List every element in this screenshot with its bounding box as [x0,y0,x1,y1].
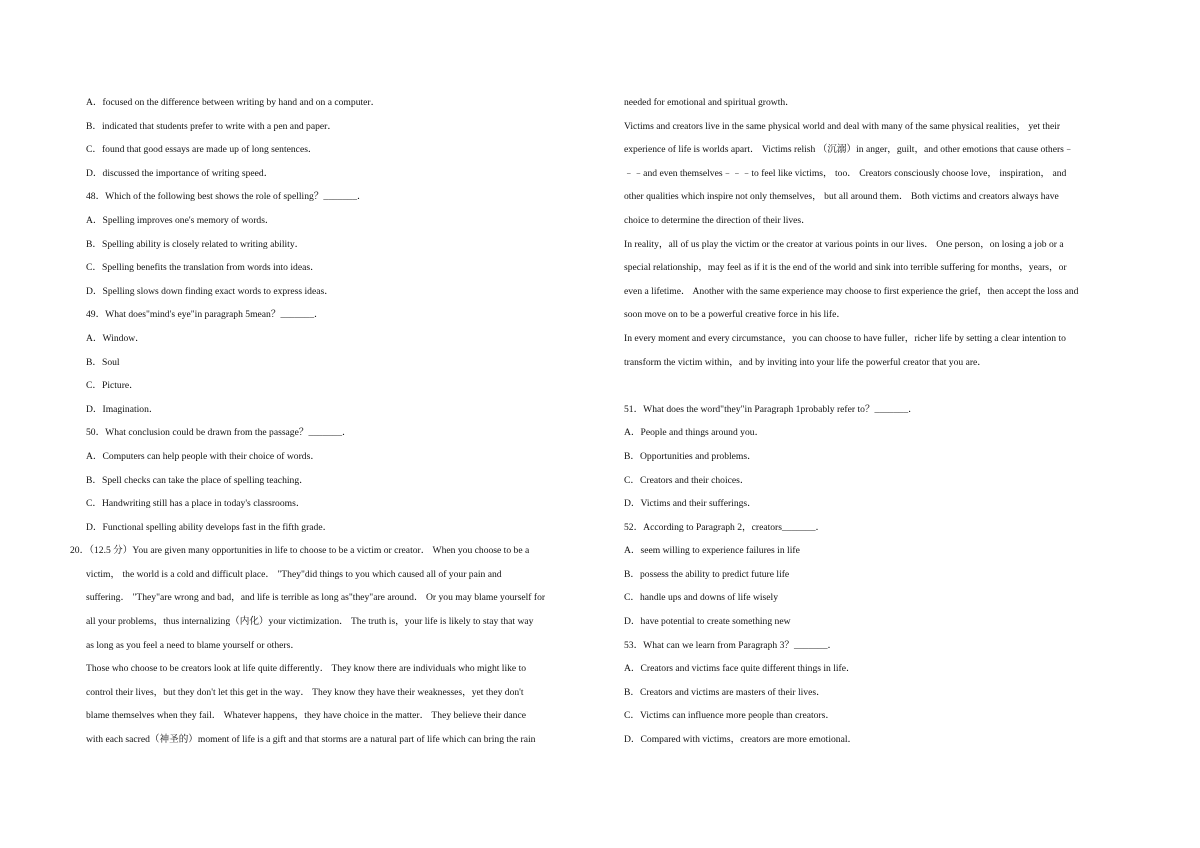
para3-line-3: ﹣﹣and even themselves﹣﹣﹣to feel like victims， too． Creators consciously choose love， inspiration， and [624,167,1067,179]
q53-option-a: A．Creators and victims face quite different things in life． [624,663,856,675]
q47-option-a: A．focused on the difference between writing by hand and on a computer． [86,97,381,108]
para4-line-4: soon move on to be a powerful creative force in his life． [624,309,846,321]
para3-line-5: choice to determine the direction of their lives． [624,214,811,226]
q53-stem: 53．What can we learn from Paragraph 3？_______． [624,639,838,651]
para2-line-2: control their lives，but they don't let this get in the way． They know they have their weaknesses，yet they don't [86,686,524,698]
para4-line-3: even a lifetime． Another with the same experience may choose to first experience the grief，then accept the loss and [624,285,1079,297]
q51-option-d: D．Victims and their sufferings． [624,498,757,510]
q48-option-d: D．Spelling slows down finding exact words to express ideas． [86,285,334,297]
passage-paragraph-2 [86,657,590,751]
q50-option-c: C．Handwriting still has a place in today's classrooms． [86,498,306,510]
left-column [70,91,590,752]
para2-line-1: Those who choose to be creators look at life quite differently． They know there are individuals who might like to [86,663,527,675]
para3-line-1: Victims and creators live in the same physical world and deal with many of the same physical realities， yet their [624,120,1061,132]
q48-option-c: C．Spelling benefits the translation from words into ideas． [86,262,320,274]
q51-stem: 51．What does the word"they"in Paragraph 1probably refer to？_______． [624,403,918,415]
q52-stem: 52．According to Paragraph 2，creators_______． [624,521,826,533]
spacer [624,374,1127,398]
q20-passage-paragraph-1 [70,539,590,657]
para3-line-4: other qualities which inspire not only themselves， but all around them． Both victims and creators always have [624,191,1059,203]
q50-option-b: B．Spell checks can take the place of spelling teaching． [86,474,309,486]
q47-option-d: D．discussed the importance of writing speed． [86,167,274,179]
q53-option-b: B．Creators and victims are masters of their lives． [624,686,826,698]
q53-option-d: D．Compared with victims，creators are more emotional． [624,734,858,746]
q50-option-a: A．Computers can help people with their choice of words． [86,450,320,462]
q52-option-c: C．handle ups and downs of life wisely [624,592,779,604]
q47-option-b: B．indicated that students prefer to write with a pen and paper． [86,120,337,132]
para2-line-3: blame themselves when they fail． Whatever happens，they have choice in the matter． They believe their dance [86,710,526,722]
q51-option-b: B．Opportunities and problems． [624,450,757,462]
q20-line-1: 20．（12.5 分）You are given many opportunities in life to choose to be a victim or creator． When you choose to be a [70,545,530,557]
para5-line-1: In every moment and every circumstance，you can choose to have fuller，richer life by setting a clear intention to [624,332,1066,344]
q52-option-a: A．seem willing to experience failures in life [624,545,800,557]
q52-option-d: D．have potential to create something new [624,616,791,628]
q52-option-b: B．possess the ability to predict future life [624,568,790,580]
q51-option-c: C．Creators and their choices． [624,474,750,486]
q20-line-3: suffering． "They"are wrong and bad，and life is terrible as long as"they"are around． Or you may blame yourself for [86,592,546,604]
passage-paragraph-4 [624,233,1127,327]
para5-line-2: transform the victim within，and by inviting into your life the powerful creator that you are． [624,356,987,368]
q53-option-c: C．Victims can influence more people than creators． [624,710,835,722]
q50-stem: 50．What conclusion could be drawn from the passage？_______． [86,427,352,439]
q49-option-b: B．Soul [86,356,120,368]
q50-option-d: D．Functional spelling ability develops fast in the fifth grade． [86,521,333,533]
para4-line-2: special relationship，may feel as if it is the end of the world and sink into terrible suffering for months，years，or [624,262,1067,274]
q20-line-5: as long as you feel a need to blame yourself or others． [86,639,300,651]
para4-line-1: In reality，all of us play the victim or the creator at various points in our lives． One person，on losing a job or a [624,238,1064,250]
para3-line-2: experience of life is worlds apart． Victims relish （沉溺）in anger，guilt，and other emotions that cause others﹣ [624,144,1074,156]
q49-stem: 49．What does"mind's eye"in paragraph 5mean？_______． [86,309,324,321]
q20-line-2: victim， the world is a cold and difficult place． "They"did things to you which caused all of your pain and [86,568,502,580]
para2-line-4: with each sacred（神圣的）moment of life is a gift and that storms are a natural part of life which can bring the rain [86,734,536,746]
q48-option-b: B．Spelling ability is closely related to writing ability． [86,238,305,250]
q51-option-a: A．People and things around you． [624,427,765,439]
q49-option-c: C．Picture． [86,380,139,392]
passage-paragraph-5 [624,327,1127,374]
para2-continuation: needed for emotional and spiritual growth． [624,97,795,108]
right-column [624,91,1127,752]
q49-option-a: A．Window． [86,332,145,344]
q48-option-a: A．Spelling improves one's memory of words． [86,214,275,226]
q49-option-d: D．Imagination． [86,403,159,415]
q48-stem: 48．Which of the following best shows the role of spelling？_______． [86,191,367,203]
q47-option-c: C．found that good essays are made up of long sentences． [86,144,318,156]
passage-paragraph-3 [624,115,1127,233]
q20-line-4: all your problems，thus internalizing（内化）your victimization． The truth is，your life is likely to stay that way [86,616,534,628]
